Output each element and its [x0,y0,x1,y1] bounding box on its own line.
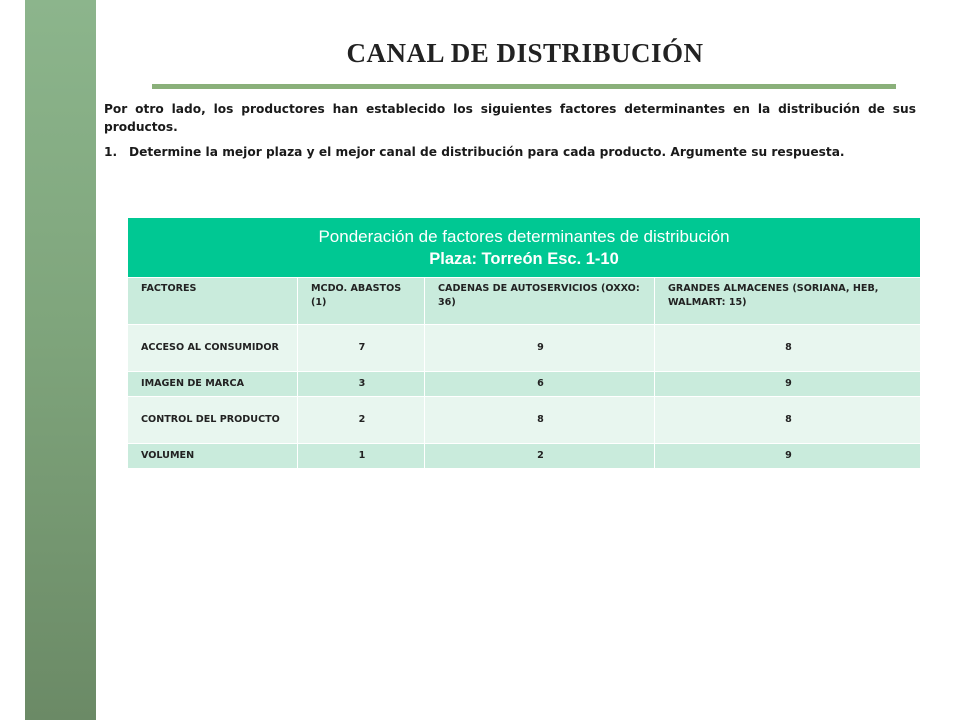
question-text: Determine la mejor plaza y el mejor canal de distribución para cada producto. Argumente su respuesta. [129,145,845,159]
ponderacion-table [127,217,921,469]
table-row [128,325,921,372]
factor-cell: CONTROL DEL PRODUCTO [128,397,298,444]
slide-title: CANAL DE DISTRIBUCIÓN [346,38,704,68]
value-cell: 8 [425,397,655,444]
value-cell: 2 [298,397,425,444]
column-header: MCDO. ABASTOS (1) [298,278,425,325]
value-cell: 9 [655,444,921,469]
title-underline [152,84,896,89]
table-row [128,397,921,444]
value-cell: 9 [425,325,655,372]
table-caption-title: Ponderación de factores determinantes de distribución [318,226,730,246]
column-header: CADENAS DE AUTOSERVICIOS (OXXO: 36) [425,278,655,325]
value-cell: 8 [655,325,921,372]
question-item [104,143,916,161]
value-cell: 6 [425,372,655,397]
table-caption-subtitle: Plaza: Torreón Esc. 1-10 [429,249,619,268]
table-caption [128,218,921,278]
intro-paragraph: Por otro lado, los productores han establecido los siguientes factores determinantes en la distribución de sus productos. [104,102,916,134]
question-number: 1. [104,145,118,159]
column-header: FACTORES [128,278,298,325]
value-cell: 2 [425,444,655,469]
value-cell: 8 [655,397,921,444]
table-row [128,444,921,469]
value-cell: 9 [655,372,921,397]
table-header-row [128,278,921,325]
value-cell: 3 [298,372,425,397]
table-row [128,372,921,397]
factor-cell: IMAGEN DE MARCA [128,372,298,397]
column-header: GRANDES ALMACENES (SORIANA, HEB, WALMART: 15) [655,278,921,325]
factor-cell: VOLUMEN [128,444,298,469]
decorative-sidebar [25,0,96,720]
factor-cell: ACCESO AL CONSUMIDOR [128,325,298,372]
value-cell: 7 [298,325,425,372]
value-cell: 1 [298,444,425,469]
